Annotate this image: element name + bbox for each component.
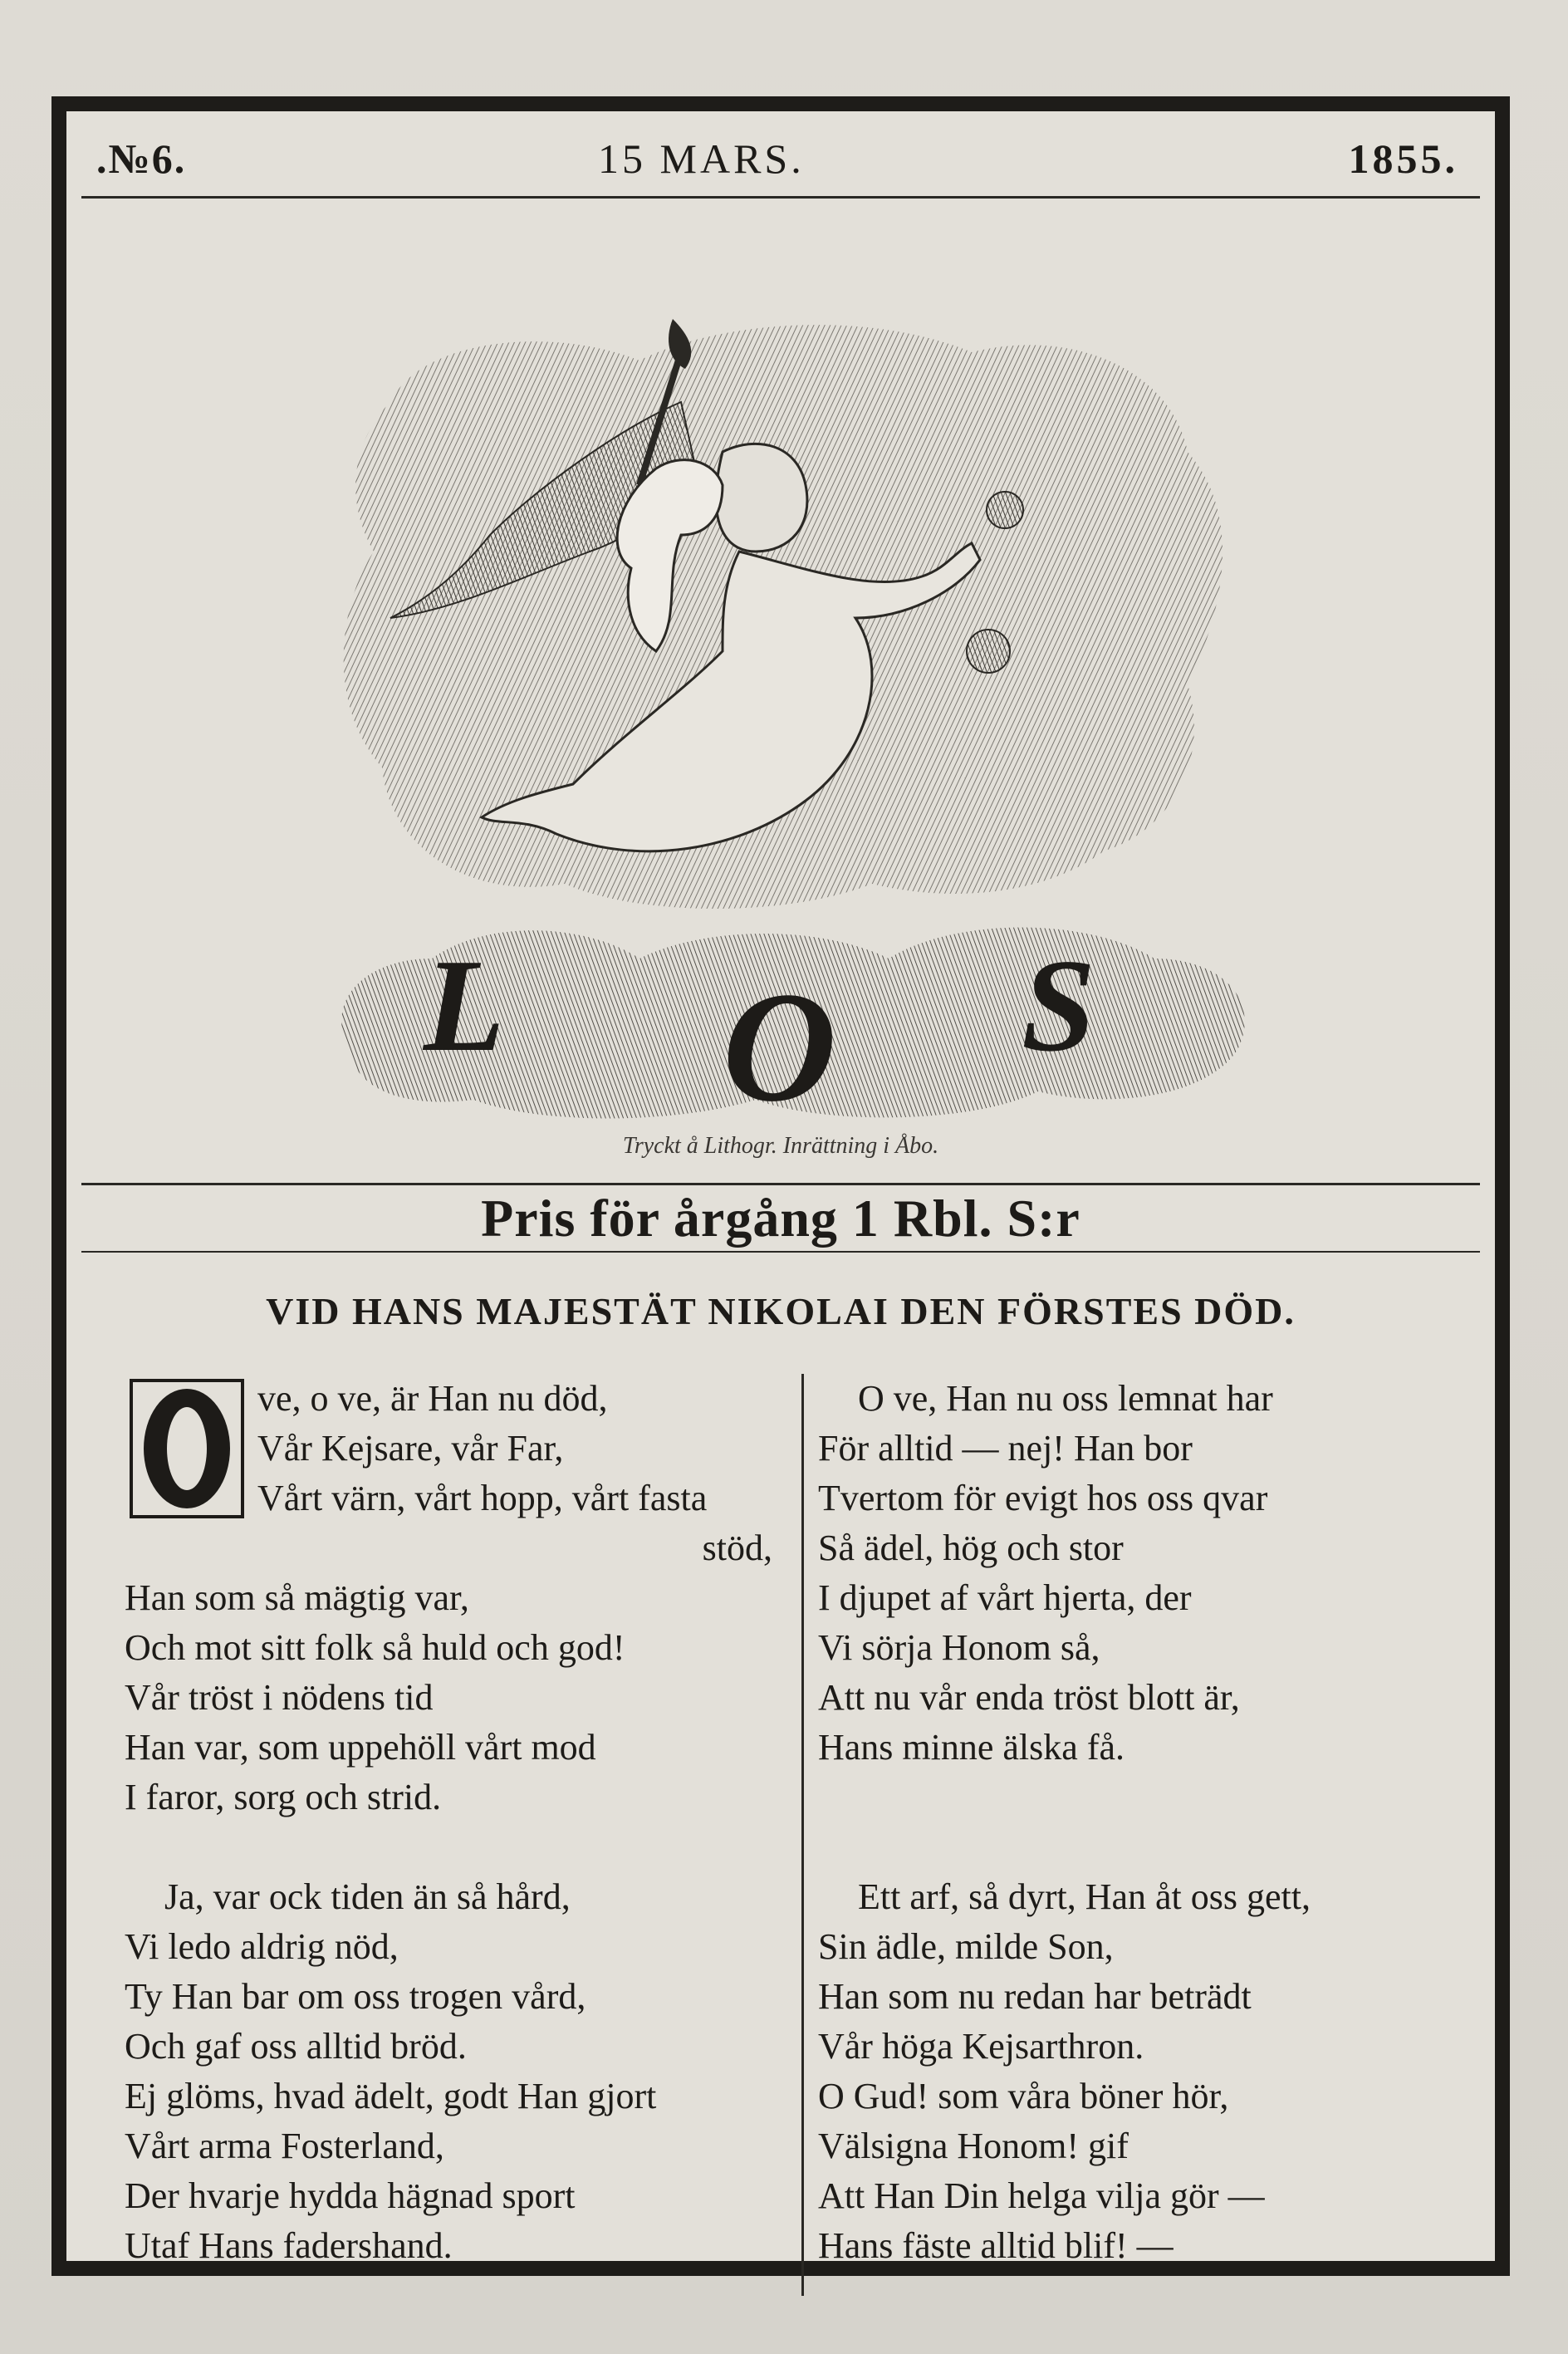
price-rule-top — [81, 1183, 1480, 1185]
poem-line: Så ädel, hög och stor — [818, 1528, 1124, 1568]
header-rule — [81, 196, 1480, 199]
issue-number: .№6. — [96, 135, 187, 182]
poem-left-column — [125, 1374, 789, 2271]
stanza-gap — [818, 1773, 1499, 1822]
price-rule-bottom — [81, 1251, 1480, 1253]
poem-line: O ve, Han nu oss lemnat har — [858, 1378, 1273, 1419]
poem-line: Hans fäste alltid blif! — — [818, 2225, 1174, 2266]
poem-line: Vårt arma Fosterland, — [125, 2126, 444, 2166]
poem-line: Och gaf oss alltid bröd. — [125, 2026, 467, 2067]
page-frame — [51, 96, 1510, 2276]
poem-line: Der hvarje hydda hägnad sport — [125, 2175, 576, 2216]
poem-line: Utaf Hans fadershand. — [125, 2225, 453, 2266]
poem-line: För alltid — nej! Han bor — [818, 1428, 1193, 1469]
poem-title: VID HANS MAJESTÄT NIKOLAI DEN FÖRSTES DÖD. — [266, 1290, 1296, 1332]
poem-line: Vår Kejsare, vår Far, — [257, 1428, 564, 1469]
stanza-gap — [818, 1822, 1499, 1872]
poem-line: Vår höga Kejsarthron. — [818, 2026, 1144, 2067]
poem-line: O Gud! som våra böner hör, — [818, 2076, 1229, 2116]
column-divider — [801, 1374, 804, 2296]
poem-line: Ej glöms, hvad ädelt, godt Han gjort — [125, 2076, 657, 2116]
issue-year: 1855. — [1348, 135, 1458, 182]
poem-line: Han som nu redan har beträdt — [818, 1976, 1252, 2017]
poem-line: Ja, var ock tiden än så hård, — [164, 1876, 571, 1917]
poem-line: I djupet af vårt hjerta, der — [818, 1577, 1192, 1618]
poem-right-column — [818, 1374, 1499, 2271]
monogram-letter-l: L — [424, 931, 505, 1079]
stanza-gap — [125, 1822, 789, 1872]
poem-line: Vår tröst i nödens tid — [125, 1677, 434, 1718]
imprint-line: Tryckt å Lithogr. Inrättning i Åbo. — [622, 1133, 939, 1159]
issue-date: 15 MARS. — [598, 135, 805, 182]
poem-line: Tvertom för evigt hos oss qvar — [818, 1478, 1268, 1518]
poem-line: Han var, som uppehöll vårt mod — [125, 1727, 596, 1768]
poem-line: Vårt värn, vårt hopp, vårt fasta — [257, 1478, 708, 1518]
poem-line: Hans minne älska få. — [818, 1727, 1125, 1768]
poem-line: Ett arf, så dyrt, Han åt oss gett, — [858, 1876, 1311, 1917]
poem-line: Ty Han bar om oss trogen vård, — [125, 1976, 586, 2017]
poem-line: Att Han Din helga vilja gör — — [818, 2175, 1265, 2216]
monogram-letter-o: O — [723, 960, 837, 1133]
poem-line: Välsigna Honom! gif — [818, 2126, 1129, 2166]
poem-line: Att nu vår enda tröst blott är, — [818, 1677, 1240, 1718]
poem-line: ve, o ve, är Han nu död, — [257, 1378, 608, 1419]
masthead — [66, 123, 1495, 189]
poem-line: Vi sörja Honom så, — [818, 1627, 1100, 1668]
poem-line: Vi ledo aldrig nöd, — [125, 1926, 399, 1967]
poem-line: Och mot sitt folk så huld och god! — [125, 1627, 625, 1668]
subscription-price: Pris för årgång 1 Rbl. S:r — [481, 1189, 1080, 1248]
monogram-letter-s: S — [1022, 931, 1095, 1079]
poem-line: Sin ädle, milde Son, — [818, 1926, 1114, 1967]
poem-line: I faror, sorg och strid. — [125, 1777, 442, 1817]
angel-engraving-icon — [291, 302, 1279, 1133]
poem-line: stöd, — [702, 1528, 772, 1568]
poem-line: Han som så mägtig var, — [125, 1577, 469, 1618]
